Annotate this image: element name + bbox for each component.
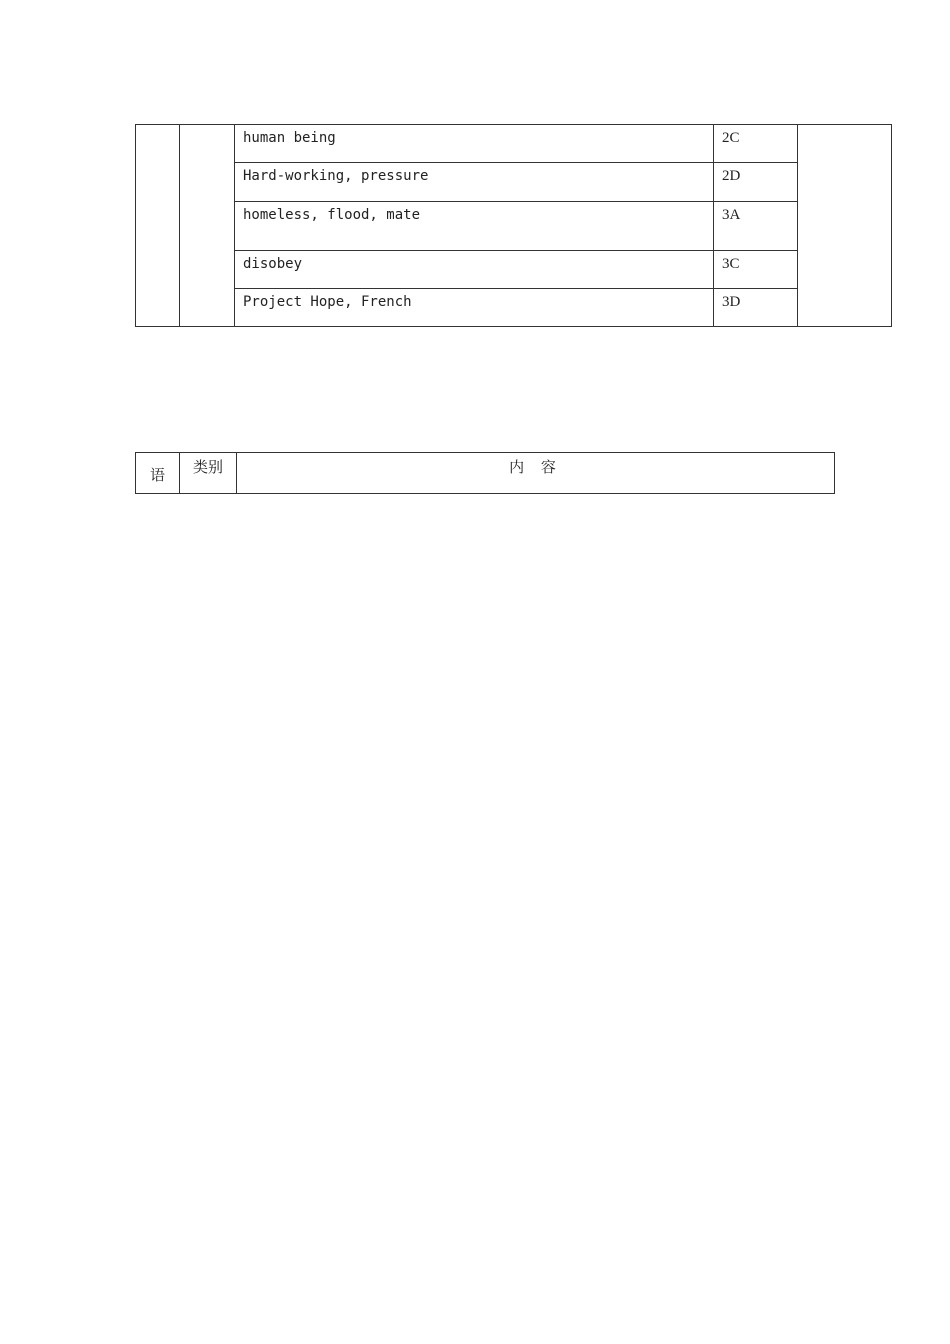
- unit-cell: 3C: [714, 251, 798, 289]
- vocabulary-table: [135, 124, 892, 327]
- header-cell-category: 类别: [180, 453, 237, 494]
- unit-cell: 2C: [714, 125, 798, 163]
- category-header-table: [135, 452, 835, 494]
- table-header-row: [136, 453, 835, 494]
- blank-cell-col5: [798, 125, 892, 327]
- header-cell-language: 语: [136, 453, 180, 494]
- word-cell: disobey: [235, 251, 714, 289]
- blank-cell-col2: [180, 125, 235, 327]
- word-cell: Hard-working, pressure: [235, 163, 714, 202]
- word-cell: human being: [235, 125, 714, 163]
- table-row: [136, 125, 892, 163]
- blank-cell-col1: [136, 125, 180, 327]
- word-cell: homeless, flood, mate: [235, 202, 714, 251]
- word-cell: Project Hope, French: [235, 289, 714, 327]
- table-row: [136, 289, 892, 327]
- table-row: [136, 202, 892, 251]
- table-row: [136, 163, 892, 202]
- unit-cell: 3D: [714, 289, 798, 327]
- table-row: [136, 251, 892, 289]
- unit-cell: 3A: [714, 202, 798, 251]
- unit-cell: 2D: [714, 163, 798, 202]
- header-cell-content: 内 容: [237, 453, 835, 494]
